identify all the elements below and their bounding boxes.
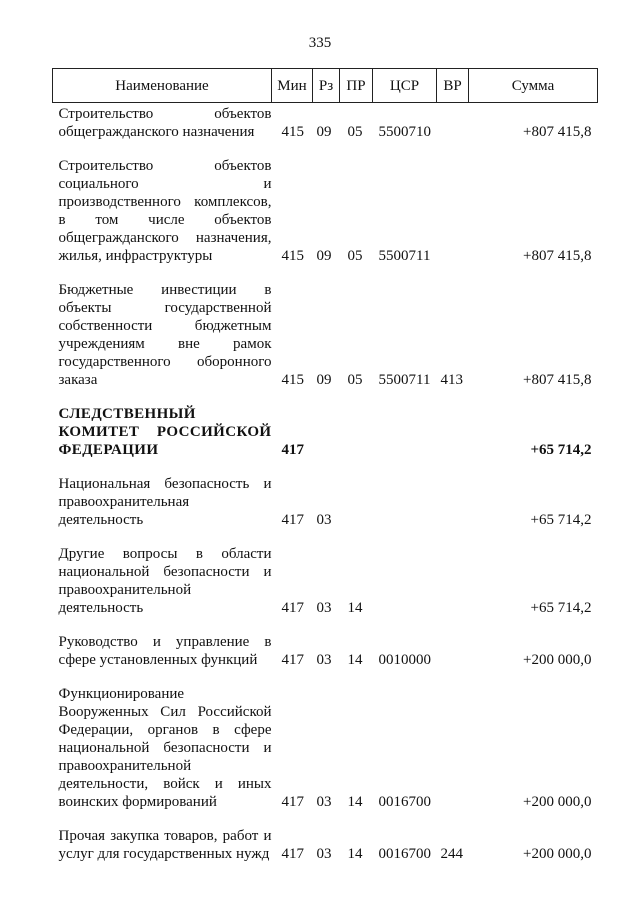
- row-vr: [437, 393, 469, 463]
- row-sum: +65 714,2: [530, 512, 592, 528]
- row-name: Строительство объектов социального и производственного комплексов, в том числе объектов общегражданского назначения, жилья, инфраструктуры: [58, 158, 272, 264]
- row-pr: 14: [347, 794, 363, 810]
- row-rz: 03: [316, 600, 332, 616]
- row-vr: [437, 463, 469, 533]
- row-min: 417: [281, 512, 304, 528]
- row-min: 417: [281, 652, 304, 668]
- row-rz: [313, 393, 340, 463]
- row-csr: 5500711: [378, 248, 431, 264]
- row-name: Руководство и управление в сфере установленных функций: [58, 634, 272, 668]
- row-min: 415: [281, 124, 304, 140]
- row-rz: 09: [316, 372, 332, 388]
- row-name: СЛЕДСТВЕННЫЙ КОМИТЕТ РОССИЙСКОЙ ФЕДЕРАЦИИ: [58, 406, 272, 458]
- row-name: Строительство объектов общегражданского назначения: [58, 106, 272, 140]
- row-sum: +65 714,2: [530, 600, 592, 616]
- header-name: Наименование: [53, 69, 272, 103]
- row-name: Другие вопросы в области национальной безопасности и правоохранительной деятельность: [58, 546, 272, 616]
- row-rz: 09: [316, 248, 332, 264]
- table-row: [53, 621, 598, 673]
- row-sum: +807 415,8: [523, 124, 592, 140]
- page-number: 335: [308, 35, 332, 51]
- row-vr: [437, 621, 469, 673]
- row-csr: 5500711: [378, 372, 431, 388]
- table-header: [53, 69, 598, 103]
- row-pr: 14: [347, 600, 363, 616]
- row-name: Национальная безопасность и правоохранительная деятельность: [58, 476, 272, 528]
- row-csr: 0016700: [378, 846, 431, 862]
- row-csr: 0016700: [378, 794, 431, 810]
- row-pr: 14: [347, 652, 363, 668]
- row-name: Прочая закупка товаров, работ и услуг для государственных нужд: [58, 828, 272, 862]
- row-csr: [373, 393, 437, 463]
- row-sum: +65 714,2: [530, 442, 592, 458]
- row-min: 417: [281, 846, 304, 862]
- budget-table: [52, 68, 598, 867]
- header-sum: Сумма: [469, 69, 598, 103]
- row-name: Бюджетные инвестиции в объекты государственной собственности бюджетным учреждениям вне рамок государственного оборонного заказа: [58, 282, 272, 388]
- table-row: [53, 815, 598, 867]
- row-pr: 05: [347, 372, 363, 388]
- header-min: Мин: [272, 69, 313, 103]
- row-vr: 413: [440, 372, 463, 388]
- header-pr: ПР: [340, 69, 373, 103]
- row-rz: 03: [316, 652, 332, 668]
- header-csr: ЦСР: [373, 69, 437, 103]
- table-row: [53, 269, 598, 393]
- row-vr: [437, 103, 469, 146]
- row-pr: 14: [347, 846, 363, 862]
- row-csr: 5500710: [378, 124, 431, 140]
- table-row: [53, 673, 598, 815]
- row-sum: +200 000,0: [523, 846, 592, 862]
- row-rz: 03: [316, 794, 332, 810]
- row-pr: 05: [347, 124, 363, 140]
- row-min: 415: [281, 248, 304, 264]
- row-rz: 03: [316, 512, 332, 528]
- row-vr: 244: [440, 846, 463, 862]
- row-min: 417: [281, 600, 304, 616]
- row-pr: [340, 463, 373, 533]
- table-row: [53, 533, 598, 621]
- row-name: Функционирование Вооруженных Сил Российской Федерации, органов в сфере национальной безопасности и правоохранительной деятельности, войск и иных воинских формирований: [58, 686, 272, 810]
- table-row: [53, 145, 598, 269]
- table-row: [53, 463, 598, 533]
- header-rz: Рз: [313, 69, 340, 103]
- row-pr: [340, 393, 373, 463]
- row-sum: +200 000,0: [523, 652, 592, 668]
- row-min: 417: [281, 442, 304, 458]
- header-vr: ВР: [437, 69, 469, 103]
- row-vr: [437, 533, 469, 621]
- table-row: [53, 103, 598, 146]
- row-rz: 09: [316, 124, 332, 140]
- table-row: [53, 393, 598, 463]
- row-sum: +807 415,8: [523, 372, 592, 388]
- row-csr: [373, 533, 437, 621]
- row-vr: [437, 145, 469, 269]
- row-min: 417: [281, 794, 304, 810]
- row-rz: 03: [316, 846, 332, 862]
- row-vr: [437, 673, 469, 815]
- row-min: 415: [281, 372, 304, 388]
- row-sum: +807 415,8: [523, 248, 592, 264]
- row-sum: +200 000,0: [523, 794, 592, 810]
- row-csr: 0010000: [378, 652, 431, 668]
- row-csr: [373, 463, 437, 533]
- row-pr: 05: [347, 248, 363, 264]
